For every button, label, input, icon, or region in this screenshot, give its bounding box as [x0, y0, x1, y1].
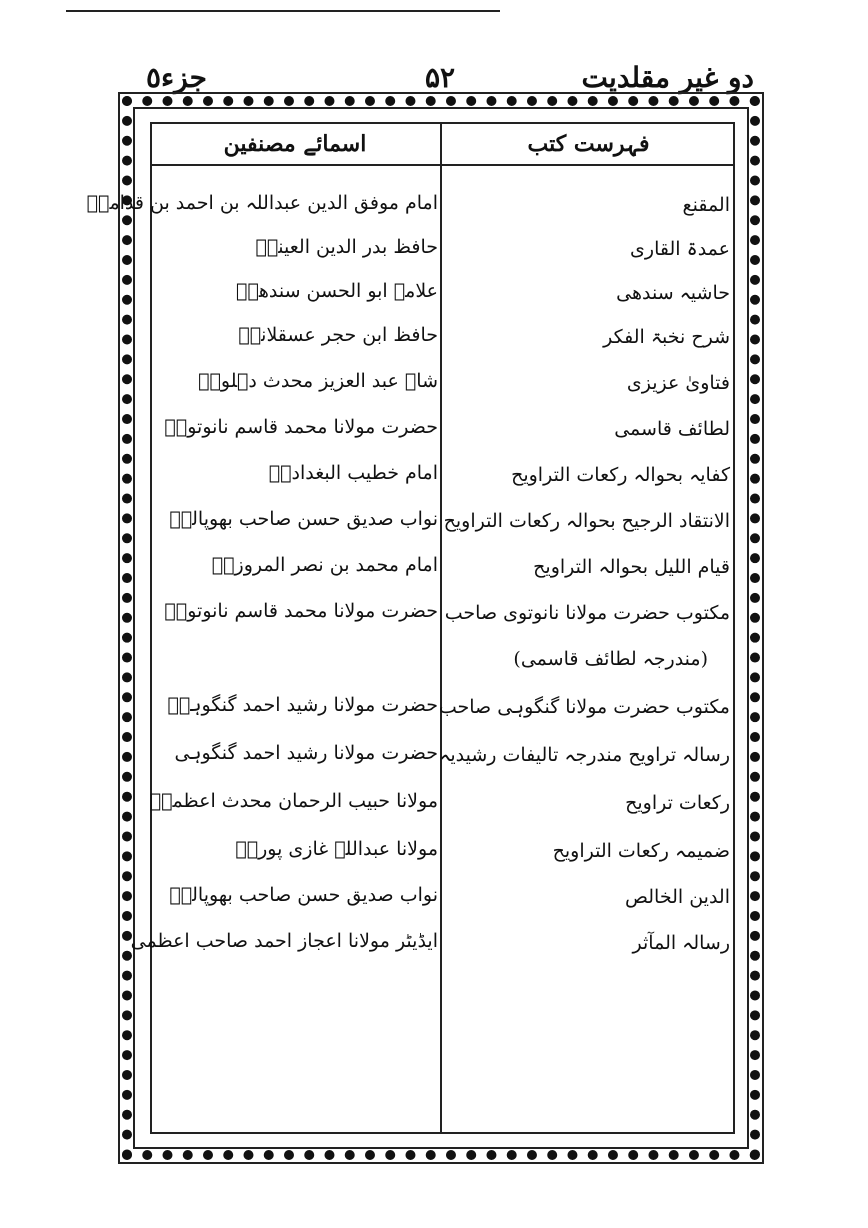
book-title: کفایہ بحوالہ رکعات التراویح: [511, 464, 730, 486]
header-rule: [150, 164, 735, 166]
author-name: نواب صدیق حسن صاحب بھوپالیؒ: [169, 508, 438, 530]
author-name: نواب صدیق حسن صاحب بھوپالیؒ: [169, 884, 438, 906]
column-header-books: فہرست کتب: [527, 131, 650, 157]
book-title: ضمیمہ رکعات التراویح: [552, 840, 730, 862]
book-title: (مندرجہ لطائف قاسمی): [513, 648, 708, 670]
author-name: ایڈیٹر مولانا اعجاز احمد صاحب اعظمی: [130, 930, 438, 952]
book-title: حاشیہ سندھی: [616, 282, 730, 304]
author-name: حضرت مولانا رشید احمد گنگوہیؒ: [167, 694, 438, 716]
book-title: مکتوب حضرت مولانا نانوتوی صاحب: [444, 602, 730, 624]
author-name: حافظ ابن حجر عسقلانیؒ: [238, 324, 438, 346]
book-title: الدین الخالص: [624, 886, 730, 908]
author-name: شاہ عبد العزیز محدث دہلویؒ: [198, 370, 438, 392]
book-title: رکعات تراویح: [625, 792, 730, 814]
author-name: حافظ بدر الدین العینیؒ: [255, 236, 438, 258]
author-name: حضرت مولانا رشید احمد گنگوہی: [174, 742, 438, 764]
page-number: ۵۲: [424, 61, 456, 94]
author-name: مولانا عبداللہ غازی پوریؒ: [235, 838, 438, 860]
column-header-authors: اسمائے مصنفین: [223, 131, 367, 157]
top-rule: [66, 10, 500, 12]
book-title: رسالہ المآثر: [632, 932, 730, 954]
author-name: امام خطیب البغدادیؒ: [268, 462, 438, 484]
book-title: شرح نخبۃ الفکر: [603, 326, 730, 348]
author-name: حضرت مولانا محمد قاسم نانوتویؒ: [164, 600, 438, 622]
author-name: امام موفق الدین عبداللہ بن احمد بن قدامہؒ: [86, 192, 438, 214]
book-title: لطائف قاسمی: [614, 418, 730, 440]
book-title: فتاویٰ عزیزی: [626, 372, 730, 394]
book-title: رسالہ تراویح مندرجہ تالیفات رشیدیہ: [439, 744, 730, 766]
volume-label: جزء٥: [146, 61, 207, 94]
author-name: علامہ ابو الحسن سندھیؒ: [236, 280, 438, 302]
book-title: قیام اللیل بحوالہ التراویح: [533, 556, 730, 578]
author-name: حضرت مولانا محمد قاسم نانوتویؒ: [164, 416, 438, 438]
author-name: مولانا حبیب الرحمان محدث اعظمیؒ: [149, 790, 438, 812]
book-title: عمدۃ القاری: [630, 238, 730, 260]
book-title: المقنع: [682, 194, 730, 216]
book-title: الانتقاد الرجیح بحوالہ رکعات التراویح: [443, 510, 730, 532]
running-title: دو غیر مقلدیت: [581, 61, 754, 94]
book-title: مکتوب حضرت مولانا گنگوہی صاحب: [438, 696, 730, 718]
column-divider: [440, 122, 442, 1134]
author-name: امام محمد بن نصر المروزیؒ: [211, 554, 438, 576]
index-table: [86, 122, 735, 1134]
